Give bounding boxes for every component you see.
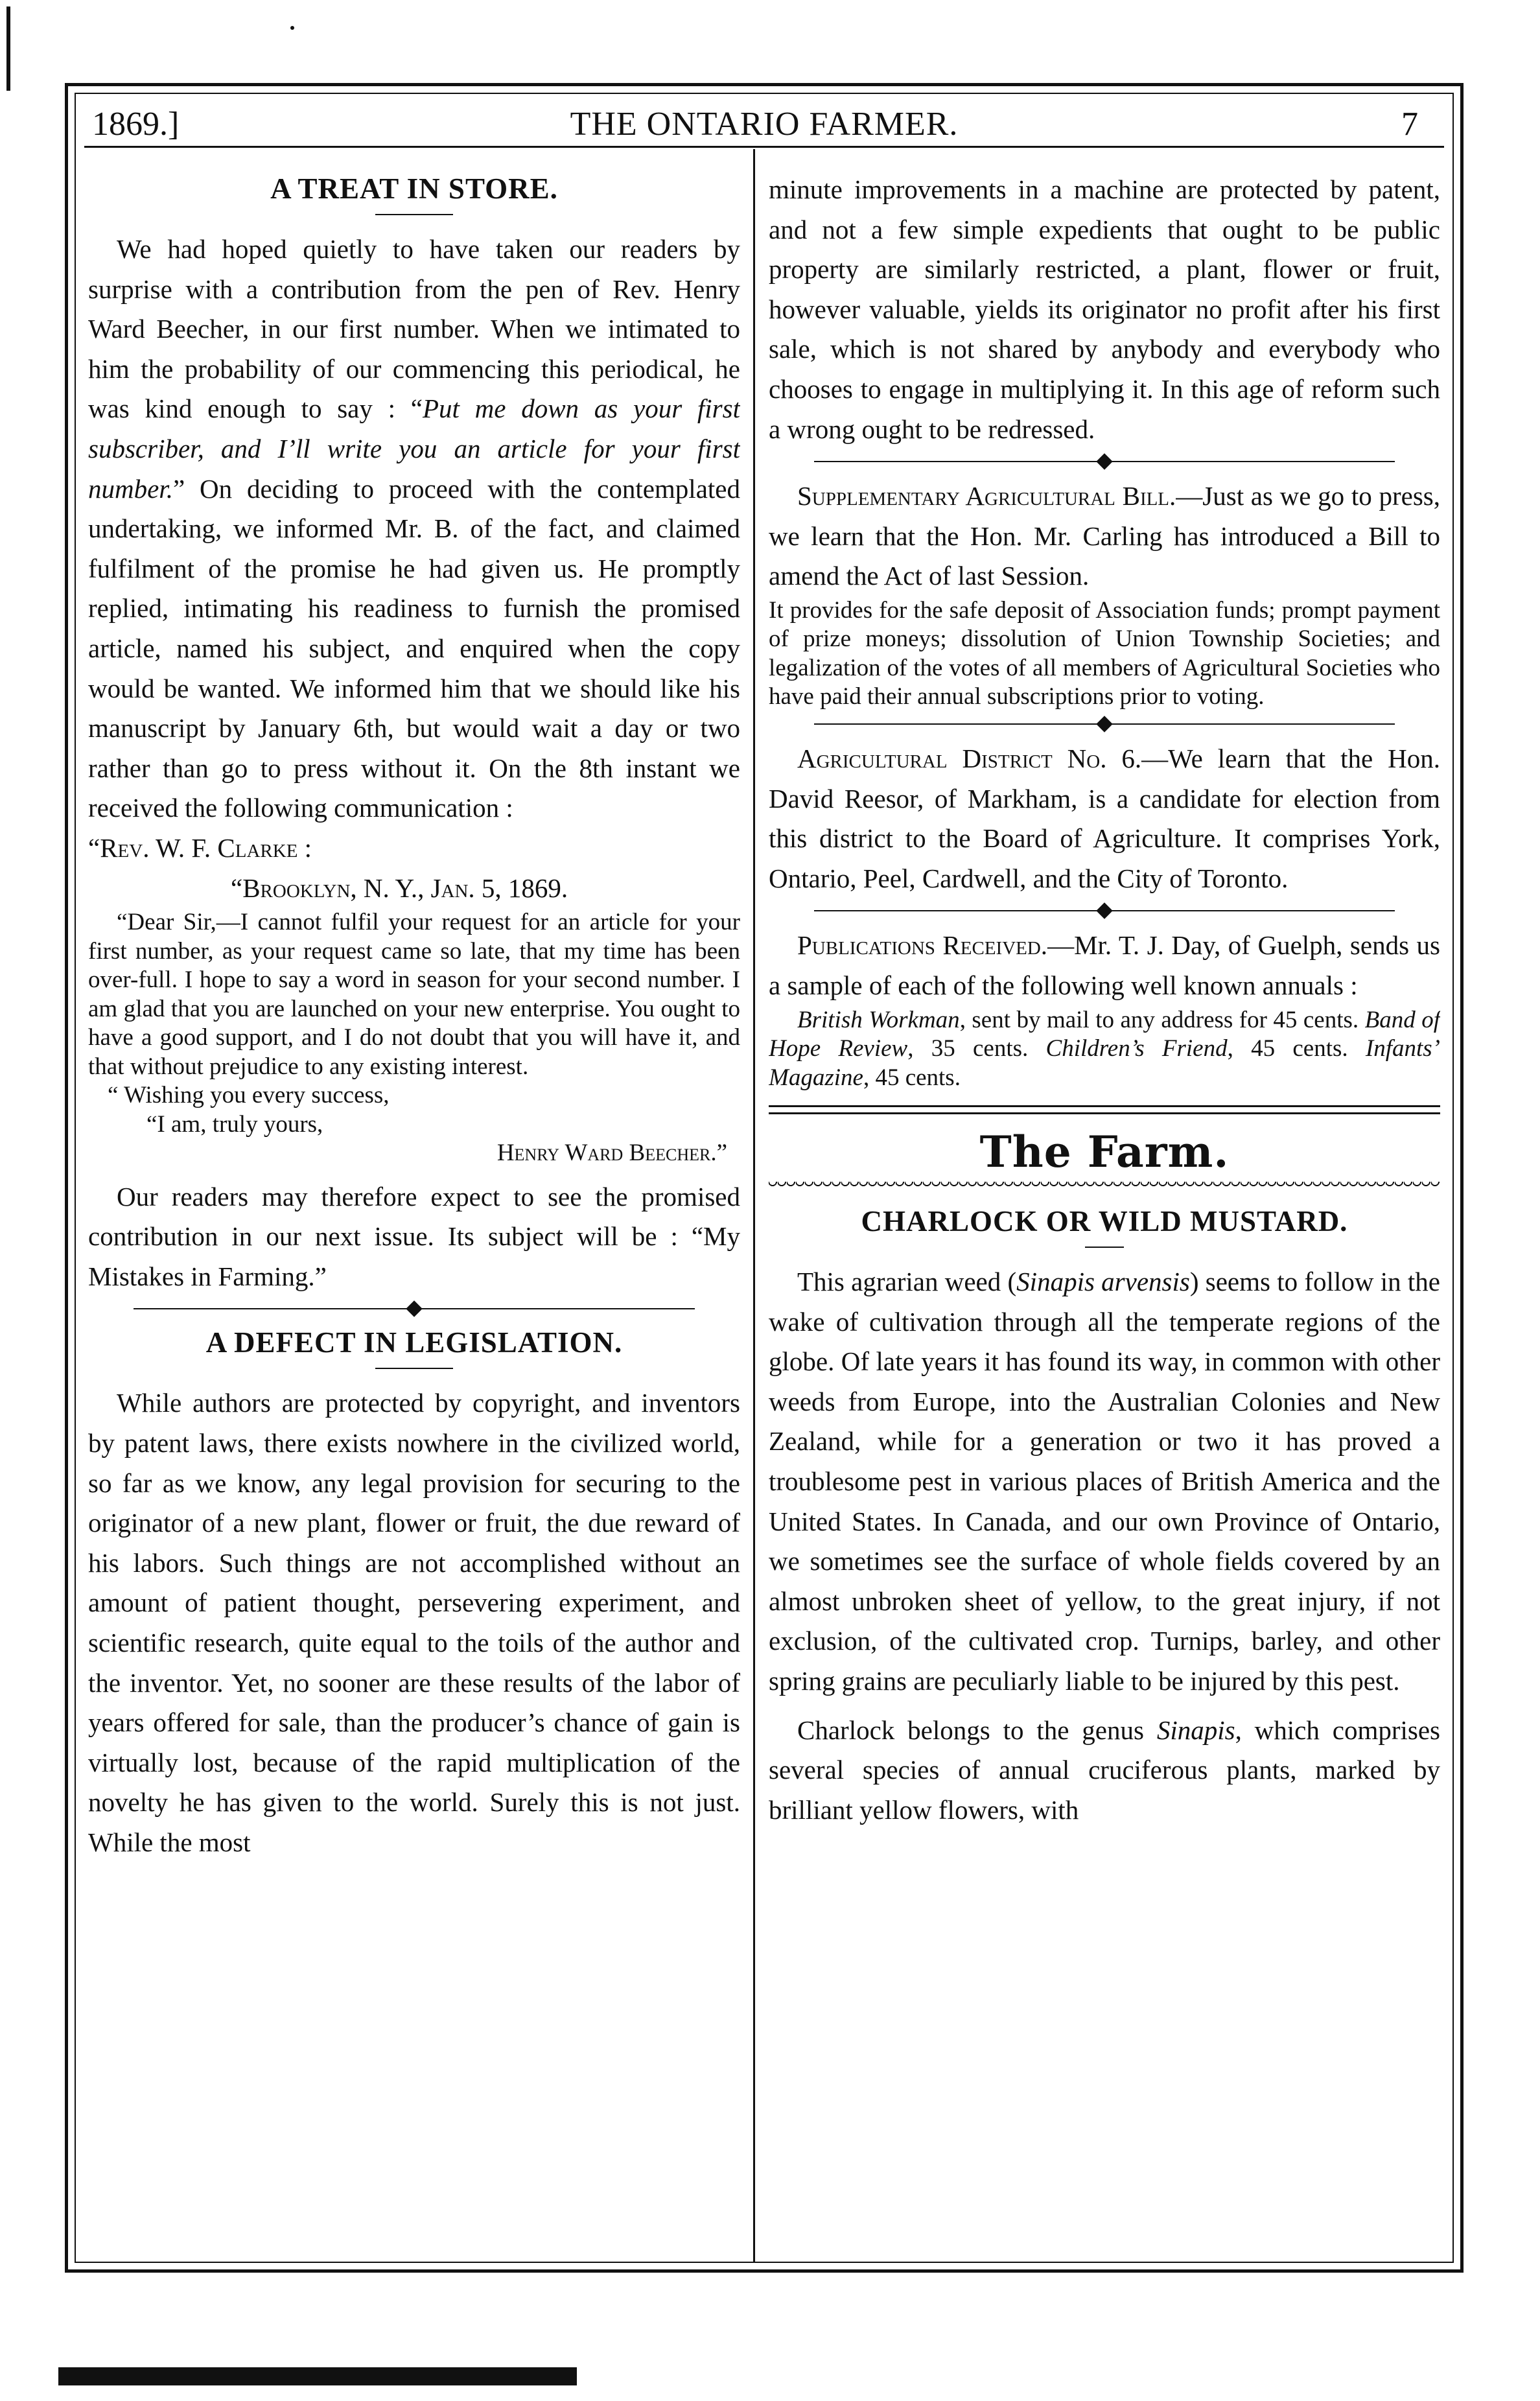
item-heading: Agricultural District No. 6.	[797, 743, 1142, 773]
treat-paragraph-2: Our readers may therefore expect to see the promised contribution in our next issue. Its subject will be : “My Mistakes in Farming.”	[88, 1181, 740, 1291]
margin-ink-dot	[290, 26, 294, 30]
ornamental-divider	[769, 902, 1440, 919]
supplementary-bill-detail: It provides for the safe deposit of Association funds; prompt payment of prize moneys; dissolution of Union Township Societies; and legalization of the votes of all members of Agricultural Societies who have paid their annual subscriptions prior to voting.	[769, 596, 1440, 710]
left-column	[88, 170, 740, 2257]
section-rule	[769, 1105, 1440, 1114]
charlock-paragraph-1: This agrarian weed (Sinapis arvensis) seems to follow in the wake of cultivation through all the temperate regions of the globe. Of late years it has found its way, in common with other weeds from Europe, into the Australian Colonies and New Zealand, while for a generation or two it has proved a troublesome pest in various places of British America and the United States. In Canada, and our own Province of Ontario, we sometimes see the surface of whole fields covered by an almost unbroken sheet of yellow, to the great injury, if not exclusion, of the cultivated crop. Turnips, barley, and other spring grains are peculiarly liable to be injured by this pest.	[769, 1267, 1440, 1696]
article-title-charlock: CHARLOCK OR WILD MUSTARD.	[861, 1205, 1348, 1237]
letter-block	[88, 908, 740, 1168]
item-heading: Supplementary Agricultural Bill.	[797, 481, 1176, 511]
ornamental-divider	[769, 716, 1440, 732]
letter-dateline: “Brooklyn, N. Y., Jan. 5, 1869.	[231, 873, 568, 903]
letter-wish: “ Wishing you every success,	[108, 1082, 390, 1109]
defect-paragraph-1: While authors are protected by copyright, and inventors by patent laws, there exists nowhere in the civilized world, so far as we know, any legal provision for securing to the originator of a new plant, flower or fruit, the due reward of his labors. Such things are not accomplished without an amount of patient thought, persevering experiment, and scientific research, quite equal to the toils of the author and the inventor. Yet, no sooner are these results of the labor of years offered for sale, than the producer’s chance of gain is virtually lost, because of the rapid multiplication of the novelty he has given to the world. Surely this is not just. While the most	[88, 1388, 740, 1857]
letter-signature: Henry Ward Beecher.”	[496, 1140, 727, 1167]
item-heading: Publications Received.	[797, 930, 1048, 961]
header-title: THE ONTARIO FARMER.	[570, 106, 959, 143]
letter-body: “Dear Sir,—I cannot fulfil your request for an article for your first number, as your request came so late, that my time has been over-full. I hope to say a word in season for your second number. I am glad that you are launched on your new enterprise. You ought to have a good support, and I do not doubt that you will have it, and that without prejudice to any existing interest.	[88, 909, 740, 1080]
letter-addressee: “Rev. W. F. Clarke :	[88, 832, 312, 863]
right-column	[769, 170, 1440, 2257]
page-number: 7	[1401, 106, 1418, 143]
bottom-ink-bar	[58, 2367, 577, 2385]
publications-list: British Workman, sent by mail to any address for 45 cents. Band of Hope Review, 35 cents. Children’s Friend, 45 cents. Infants’ Magazine, 45 cents.	[769, 1006, 1440, 1091]
title-rule	[375, 214, 453, 215]
running-header	[84, 99, 1444, 148]
article-title-treat: A TREAT IN STORE.	[270, 172, 558, 205]
header-year: 1869.]	[92, 106, 180, 143]
ornamental-divider	[88, 1300, 740, 1317]
treat-paragraph-1: We had hoped quietly to have taken our readers by surprise with a contribution from the pen of Rev. Henry Ward Beecher, in our first number. When we intimated to him the probability of our commencing this periodical, he was kind enough to say : “Put me down as your first subscriber, and I’ll write you an article for your first number.” On deciding to proceed with the contemplated undertaking, we informed Mr. B. of the fact, and claimed fulfilment of the promise he had given us. He promptly replied, intimating his readiness to furnish the promised article, named his subject, and enquired when the copy would be wanted. We informed him that we should like his manuscript by January 6th, but would wait a day or two rather than go to press without it. On the 8th instant we received the following communication :	[88, 234, 740, 823]
section-title-farm: The Farm.	[979, 1127, 1230, 1177]
ornamental-divider	[769, 453, 1440, 470]
article-title-defect: A DEFECT IN LEGISLATION.	[205, 1326, 623, 1359]
letter-close: “I am, truly yours,	[146, 1110, 323, 1138]
publications-item: Publications Received.—Mr. T. J. Day, of Guelph, sends us a sample of each of the following well known annuals :	[769, 930, 1440, 1000]
beecher-quote: Put me down as your first subscriber, and I’ll write you an article for your first number.	[88, 393, 740, 504]
title-rule	[375, 1368, 453, 1369]
column-divider	[753, 149, 755, 2262]
wavy-rule	[769, 1182, 1440, 1191]
margin-ink-mark	[6, 6, 10, 91]
title-rule	[1085, 1247, 1124, 1248]
charlock-paragraph-2: Charlock belongs to the genus Sinapis, which comprises several species of annual cruciferous plants, marked by brilliant yellow flowers, with	[769, 1715, 1440, 1825]
supplementary-bill-item: Supplementary Agricultural Bill.—Just as we go to press, we learn that the Hon. Mr. Carling has introduced a Bill to amend the Act of last Session.	[769, 481, 1440, 591]
district-item: Agricultural District No. 6.—We learn that the Hon. David Reesor, of Markham, is a candidate for election from this district to the Board of Agriculture. It comprises York, Ontario, Peel, Cardwell, and the City of Toronto.	[769, 743, 1440, 893]
defect-continuation: minute improvements in a machine are protected by patent, and not a few simple expedients that ought to be public property are similarly restricted, a plant, flower or fruit, however valuable, yields its originator no profit after his first sale, which is not shared by anybody and everybody who chooses to engage in multiplying it. In this age of reform such a wrong ought to be redressed.	[769, 174, 1440, 444]
